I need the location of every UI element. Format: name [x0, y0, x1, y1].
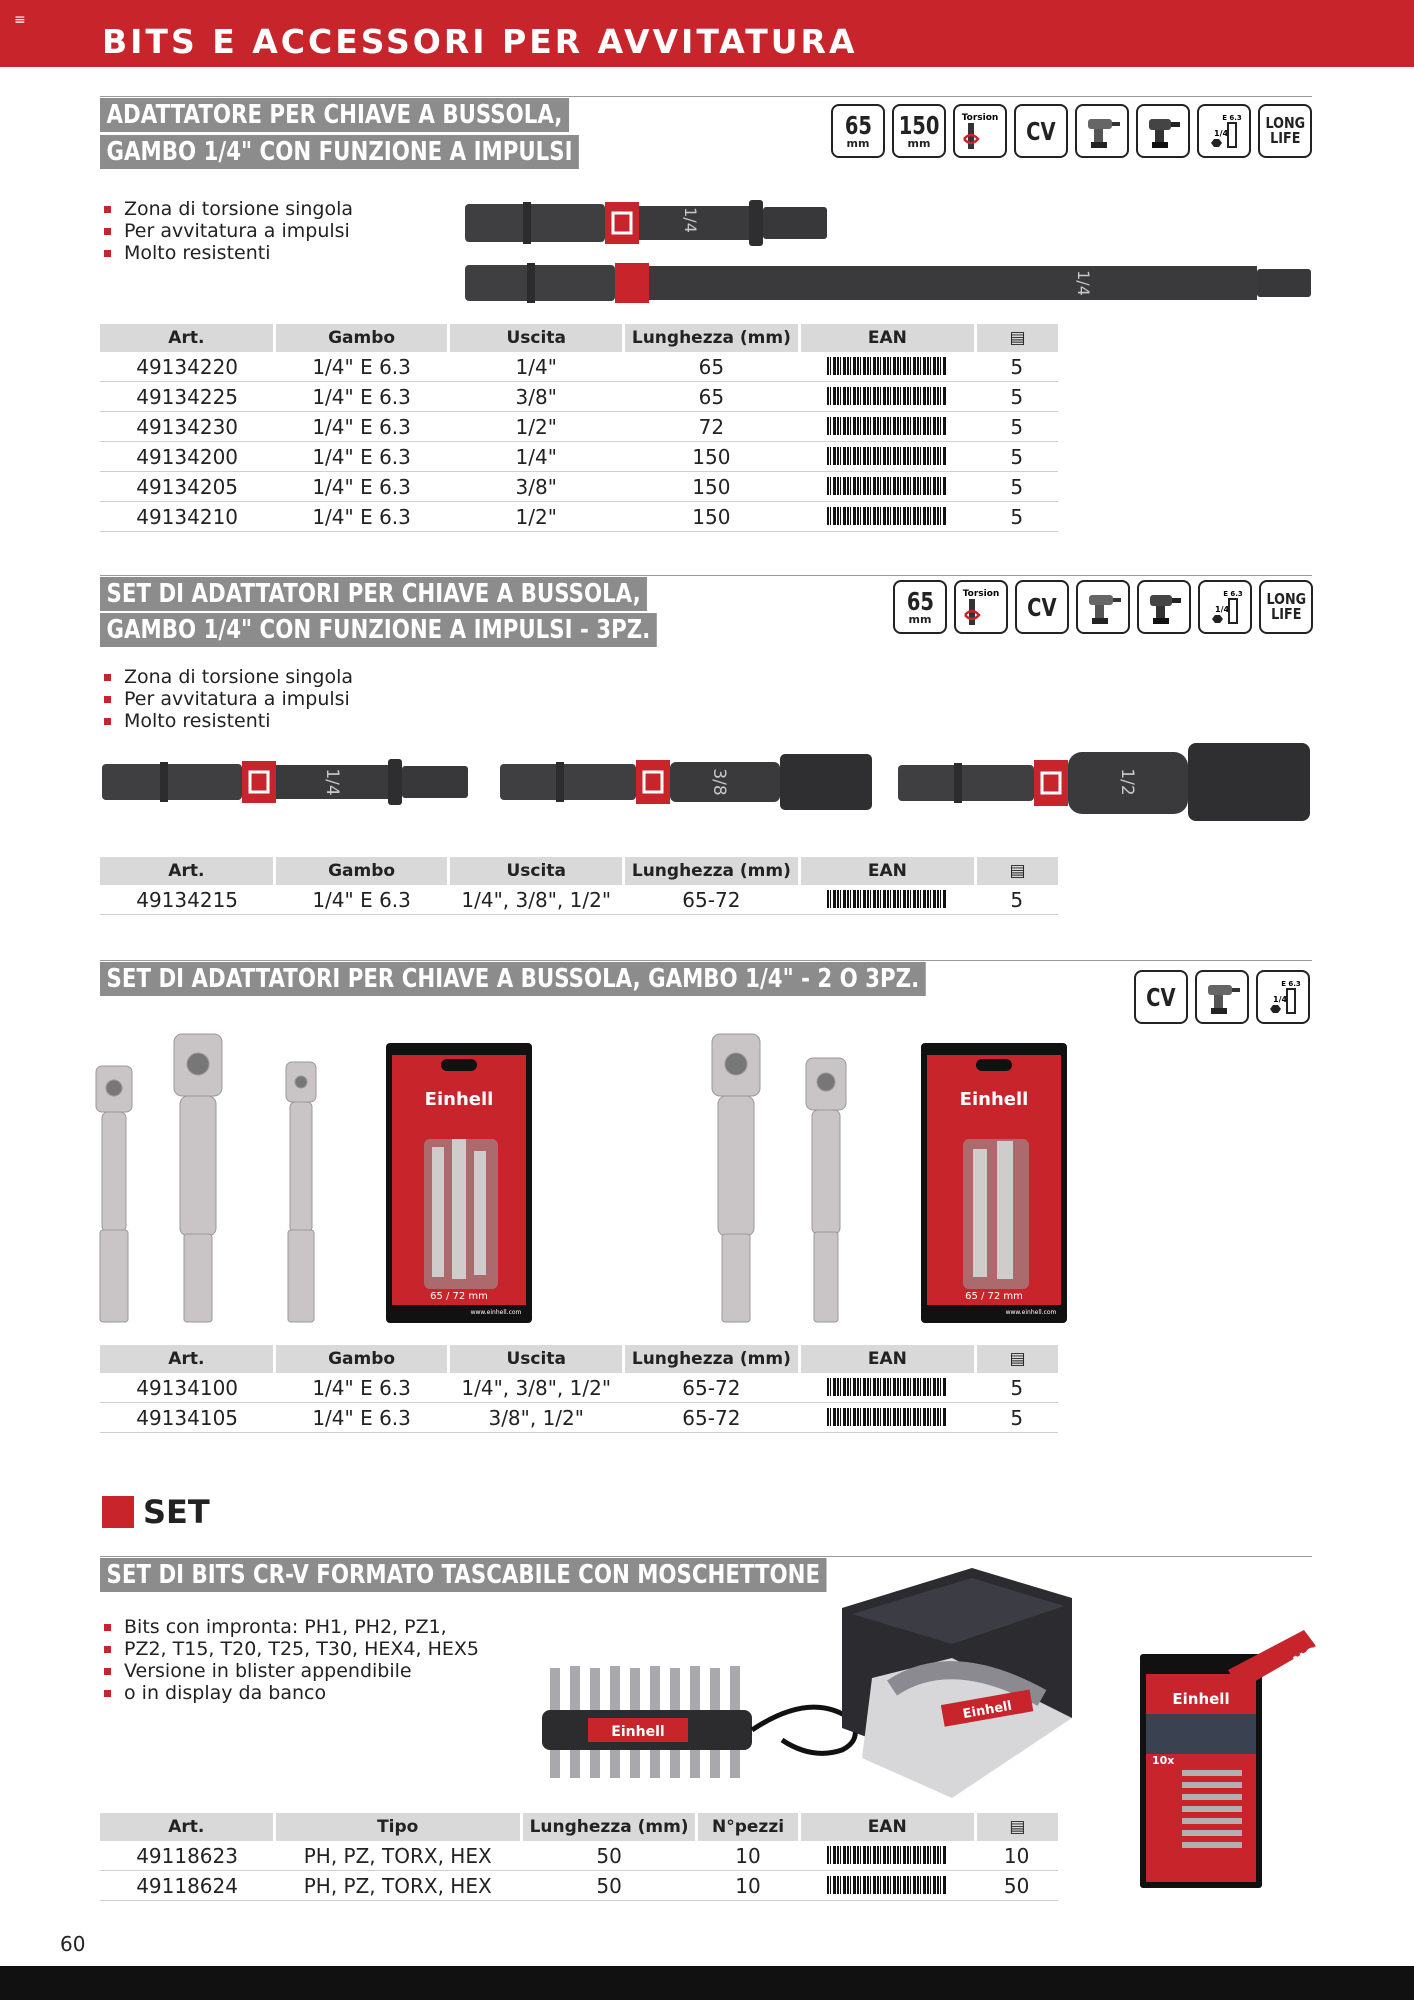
col-package: [975, 324, 1058, 352]
barcode-graphic: [827, 357, 947, 375]
blister-size-label: 65 / 72 mm: [430, 1291, 488, 1302]
table-cell: 10: [975, 1841, 1058, 1871]
table-header-row: [100, 1345, 1058, 1373]
feature-item-continued-text: PZ2, T15, T20, T25, T30, HEX4, HEX5: [124, 1638, 479, 1660]
feature-item: Per avvitatura a impulsi: [102, 220, 353, 242]
set-heading: SET: [143, 1493, 210, 1531]
col-uscita: Uscita: [449, 324, 624, 352]
counter-display-image: [832, 1568, 1082, 1808]
col-lunghezza: Lunghezza (mm): [623, 1345, 799, 1373]
brand-logo: Einhell: [959, 1089, 1029, 1110]
section-3-feature-icons: [1134, 970, 1310, 1024]
ean-barcode: [799, 472, 975, 502]
blister-pack-3pc-image: [386, 1043, 532, 1323]
table-row: [100, 502, 1058, 532]
length-65-icon: 65 mm: [831, 104, 885, 158]
table-cell: 65-72: [623, 1403, 799, 1433]
table-cell: 1/2": [449, 502, 624, 532]
table-cell: 5: [975, 412, 1058, 442]
table-row: [100, 412, 1058, 442]
col-ean: EAN: [799, 857, 975, 885]
table-cell: 1/4" E 6.3: [274, 382, 449, 412]
length-65-icon: 65 mm: [893, 580, 947, 634]
table-cell: 65-72: [623, 1373, 799, 1403]
drill-icon: [1075, 104, 1129, 158]
table-cell: 1/2": [449, 412, 624, 442]
section-1-title-line2: GAMBO 1/4" CON FUNZIONE A IMPULSI: [100, 135, 579, 169]
torsion-icon: [953, 104, 1007, 158]
bottom-bar: [0, 1966, 1414, 2000]
table-cell: 49134210: [100, 502, 274, 532]
section-2-title-line2: GAMBO 1/4" CON FUNZIONE A IMPULSI - 3PZ.: [100, 613, 657, 647]
ean-barcode: [799, 442, 975, 472]
barcode-graphic: [827, 507, 947, 525]
barcode-graphic: [827, 1846, 947, 1864]
brand-logo: Einhell: [611, 1724, 665, 1740]
section-divider: [100, 1556, 1312, 1557]
menu-icon[interactable]: ≡: [14, 12, 26, 28]
hex-shank-icon: [1197, 104, 1251, 158]
table-row: [100, 1373, 1058, 1403]
package-icon: ▤: [1009, 861, 1026, 881]
barcode-graphic: [827, 1876, 947, 1894]
adapter-1-4-image: [100, 756, 470, 808]
section-divider: [100, 575, 1312, 576]
torsion-icon: [954, 580, 1008, 634]
barcode-graphic: [827, 890, 947, 908]
blister-web-label: www.einhell.com: [1005, 1309, 1057, 1316]
svg-text:Torsion: Torsion: [962, 589, 1000, 599]
table-header-row: [100, 324, 1058, 352]
table-cell: 49134200: [100, 442, 274, 472]
section-2-features: [102, 666, 353, 732]
adapter-size-label: 1/4: [1074, 270, 1093, 296]
table-cell: 10: [697, 1841, 799, 1871]
table-cell: 150: [623, 472, 799, 502]
col-package: [975, 1813, 1058, 1841]
table-cell: 65-72: [623, 885, 799, 915]
table-cell: 1/4", 3/8", 1/2": [449, 885, 624, 915]
col-gambo: Gambo: [274, 1345, 449, 1373]
table-row: [100, 1871, 1058, 1901]
col-lunghezza: Lunghezza (mm): [623, 857, 799, 885]
drill-icon: [1076, 580, 1130, 634]
novita-badge: NOVITÀ: [1290, 1623, 1359, 1672]
brand-logo: Einhell: [424, 1089, 494, 1110]
adapter-size-label: 3/8: [709, 768, 729, 796]
bit-set-blister-image: [1136, 1630, 1316, 1896]
table-cell: 1/4" E 6.3: [274, 885, 449, 915]
col-uscita: Uscita: [449, 857, 624, 885]
table-header-row: [100, 857, 1058, 885]
barcode-graphic: [827, 387, 947, 405]
svg-text:Torsion: Torsion: [961, 113, 999, 123]
package-icon: ▤: [1009, 328, 1026, 348]
table-row: [100, 1841, 1058, 1871]
table-cell: 72: [623, 412, 799, 442]
table-cell: 49134215: [100, 885, 274, 915]
table-cell: 49118623: [100, 1841, 274, 1871]
svg-text:1/4: 1/4: [1215, 605, 1230, 614]
ean-barcode: [799, 412, 975, 442]
hex-shank-icon: [1256, 970, 1310, 1024]
svg-text:E 6.3: E 6.3: [1222, 114, 1242, 122]
set-spec-table: [100, 1813, 1058, 1901]
svg-text:E 6.3: E 6.3: [1223, 590, 1243, 598]
length-150-icon: 150 mm: [892, 104, 946, 158]
table-row: [100, 1403, 1058, 1433]
table-cell: 1/4" E 6.3: [274, 352, 449, 382]
col-art: Art.: [100, 857, 274, 885]
section-1-title-line1: ADATTATORE PER CHIAVE A BUSSOLA,: [100, 98, 569, 132]
section-1-features: [102, 198, 353, 264]
feature-item: Bits con impronta: PH1, PH2, PZ1,: [102, 1616, 479, 1638]
package-icon: ▤: [1009, 1817, 1026, 1837]
table-cell: 50: [975, 1871, 1058, 1901]
table-cell: 1/4" E 6.3: [274, 412, 449, 442]
section-1-spec-table: [100, 324, 1058, 532]
table-row: [100, 382, 1058, 412]
blister-pack-2pc-image: [921, 1043, 1067, 1323]
cv-icon: CV: [1014, 104, 1068, 158]
section-3-title: SET DI ADATTATORI PER CHIAVE A BUSSOLA, GAMBO 1/4" - 2 O 3PZ.: [100, 962, 926, 996]
feature-item: Zona di torsione singola: [102, 666, 353, 688]
blister-size-label: 65 / 72 mm: [965, 1291, 1023, 1302]
feature-item: Zona di torsione singola: [102, 198, 353, 220]
table-cell: 65: [623, 382, 799, 412]
table-cell: 5: [975, 382, 1058, 412]
ean-barcode: [799, 885, 975, 915]
table-cell: 50: [521, 1841, 697, 1871]
section-2-spec-table: [100, 857, 1058, 915]
long-life-icon: LONG LIFE: [1259, 580, 1313, 634]
table-cell: 49134220: [100, 352, 274, 382]
adapter-1-2-image: [896, 740, 1312, 824]
adapter-size-label: 1/4: [681, 207, 700, 233]
col-lunghezza: Lunghezza (mm): [521, 1813, 697, 1841]
col-package: [975, 857, 1058, 885]
ean-barcode: [799, 1841, 975, 1871]
table-cell: 1/4" E 6.3: [274, 1373, 449, 1403]
col-art: Art.: [100, 324, 274, 352]
section-2-feature-icons: [893, 580, 1313, 634]
adapter-size-label: 1/4: [322, 768, 342, 796]
table-cell: 1/4" E 6.3: [274, 442, 449, 472]
svg-text:1/4: 1/4: [1214, 129, 1229, 138]
table-cell: 49134205: [100, 472, 274, 502]
col-gambo: Gambo: [274, 857, 449, 885]
set-marker: [102, 1496, 134, 1528]
feature-item: Molto resistenti: [102, 242, 353, 264]
table-cell: 1/4" E 6.3: [274, 472, 449, 502]
table-cell: 49134100: [100, 1373, 274, 1403]
feature-item-continued: [102, 1638, 479, 1660]
section-2-title-line1: SET DI ADATTATORI PER CHIAVE A BUSSOLA,: [100, 577, 647, 611]
feature-item: Per avvitatura a impulsi: [102, 688, 353, 710]
table-cell: 1/4", 3/8", 1/2": [449, 1373, 624, 1403]
ean-barcode: [799, 1403, 975, 1433]
col-lunghezza: Lunghezza (mm): [623, 324, 799, 352]
table-cell: 150: [623, 502, 799, 532]
table-cell: 3/8": [449, 472, 624, 502]
table-cell: 1/4" E 6.3: [274, 502, 449, 532]
table-cell: 10: [697, 1871, 799, 1901]
table-cell: 49134230: [100, 412, 274, 442]
barcode-graphic: [827, 447, 947, 465]
table-cell: 49118624: [100, 1871, 274, 1901]
table-cell: 5: [975, 442, 1058, 472]
feature-item: Molto resistenti: [102, 710, 353, 732]
ean-barcode: [799, 1871, 975, 1901]
barcode-graphic: [827, 1378, 947, 1396]
col-art: Art.: [100, 1813, 274, 1841]
col-uscita: Uscita: [449, 1345, 624, 1373]
table-cell: 1/4": [449, 442, 624, 472]
display-brand-logo: Einhell: [961, 1698, 1014, 1723]
adapter-150mm-image: [463, 259, 1313, 307]
table-cell: 49134105: [100, 1403, 274, 1433]
col-art: Art.: [100, 1345, 274, 1373]
hex-shank-icon: [1198, 580, 1252, 634]
table-row: [100, 885, 1058, 915]
page-title: BITS E ACCESSORI PER AVVITATURA: [102, 22, 858, 61]
feature-item-continued-text: o in display da banco: [124, 1682, 327, 1704]
table-cell: 5: [975, 1403, 1058, 1433]
table-row: [100, 442, 1058, 472]
section-divider: [100, 96, 1312, 97]
table-cell: 3/8": [449, 382, 624, 412]
impact-driver-icon: [1136, 104, 1190, 158]
table-cell: PH, PZ, TORX, HEX: [274, 1871, 521, 1901]
brand-logo: Einhell: [1172, 1690, 1230, 1708]
table-cell: PH, PZ, TORX, HEX: [274, 1841, 521, 1871]
barcode-graphic: [827, 417, 947, 435]
section-3-spec-table: [100, 1345, 1058, 1433]
section-divider: [100, 960, 1312, 961]
table-header-row: [100, 1813, 1058, 1841]
col-pezzi: N°pezzi: [697, 1813, 799, 1841]
table-cell: 5: [975, 885, 1058, 915]
ean-barcode: [799, 1373, 975, 1403]
package-icon: ▤: [1009, 1349, 1026, 1369]
feature-item-continued: [102, 1682, 479, 1704]
cv-icon: CV: [1134, 970, 1188, 1024]
col-package: [975, 1345, 1058, 1373]
set-section-title: SET DI BITS CR-V FORMATO TASCABILE CON MOSCHETTONE: [100, 1558, 827, 1592]
cv-icon: CV: [1015, 580, 1069, 634]
blister-count: 10x: [1152, 1754, 1175, 1767]
ean-barcode: [799, 382, 975, 412]
adapter-65mm-image: [463, 198, 829, 248]
table-cell: 5: [975, 352, 1058, 382]
section-1-feature-icons: [831, 104, 1312, 158]
svg-text:1/4: 1/4: [1273, 995, 1288, 1004]
adapter-size-label: 1/2: [1117, 768, 1137, 796]
table-cell: 5: [975, 472, 1058, 502]
barcode-graphic: [827, 1408, 947, 1426]
table-cell: 50: [521, 1871, 697, 1901]
feature-item: Versione in blister appendibile: [102, 1660, 479, 1682]
silver-adapters-3pc-image: [88, 1030, 328, 1330]
silver-adapters-2pc-image: [704, 1030, 864, 1330]
set-section-features: [102, 1616, 479, 1704]
table-cell: 1/4": [449, 352, 624, 382]
table-cell: 5: [975, 1373, 1058, 1403]
ean-barcode: [799, 352, 975, 382]
drill-icon: [1195, 970, 1249, 1024]
col-tipo: Tipo: [274, 1813, 521, 1841]
col-gambo: Gambo: [274, 324, 449, 352]
blister-web-label: www.einhell.com: [470, 1309, 522, 1316]
impact-driver-icon: [1137, 580, 1191, 634]
table-cell: 5: [975, 502, 1058, 532]
svg-text:E 6.3: E 6.3: [1281, 980, 1301, 988]
col-ean: EAN: [799, 1345, 975, 1373]
page-number: 60: [60, 1932, 86, 1956]
bit-set-carabiner-image: [540, 1660, 870, 1790]
table-cell: 150: [623, 442, 799, 472]
table-row: [100, 352, 1058, 382]
long-life-icon: LONG LIFE: [1258, 104, 1312, 158]
col-ean: EAN: [799, 324, 975, 352]
col-ean: EAN: [799, 1813, 975, 1841]
barcode-graphic: [827, 477, 947, 495]
ean-barcode: [799, 502, 975, 532]
table-cell: 49134225: [100, 382, 274, 412]
table-cell: 1/4" E 6.3: [274, 1403, 449, 1433]
table-cell: 3/8", 1/2": [449, 1403, 624, 1433]
table-cell: 65: [623, 352, 799, 382]
adapter-3-8-image: [498, 750, 874, 814]
table-row: [100, 472, 1058, 502]
